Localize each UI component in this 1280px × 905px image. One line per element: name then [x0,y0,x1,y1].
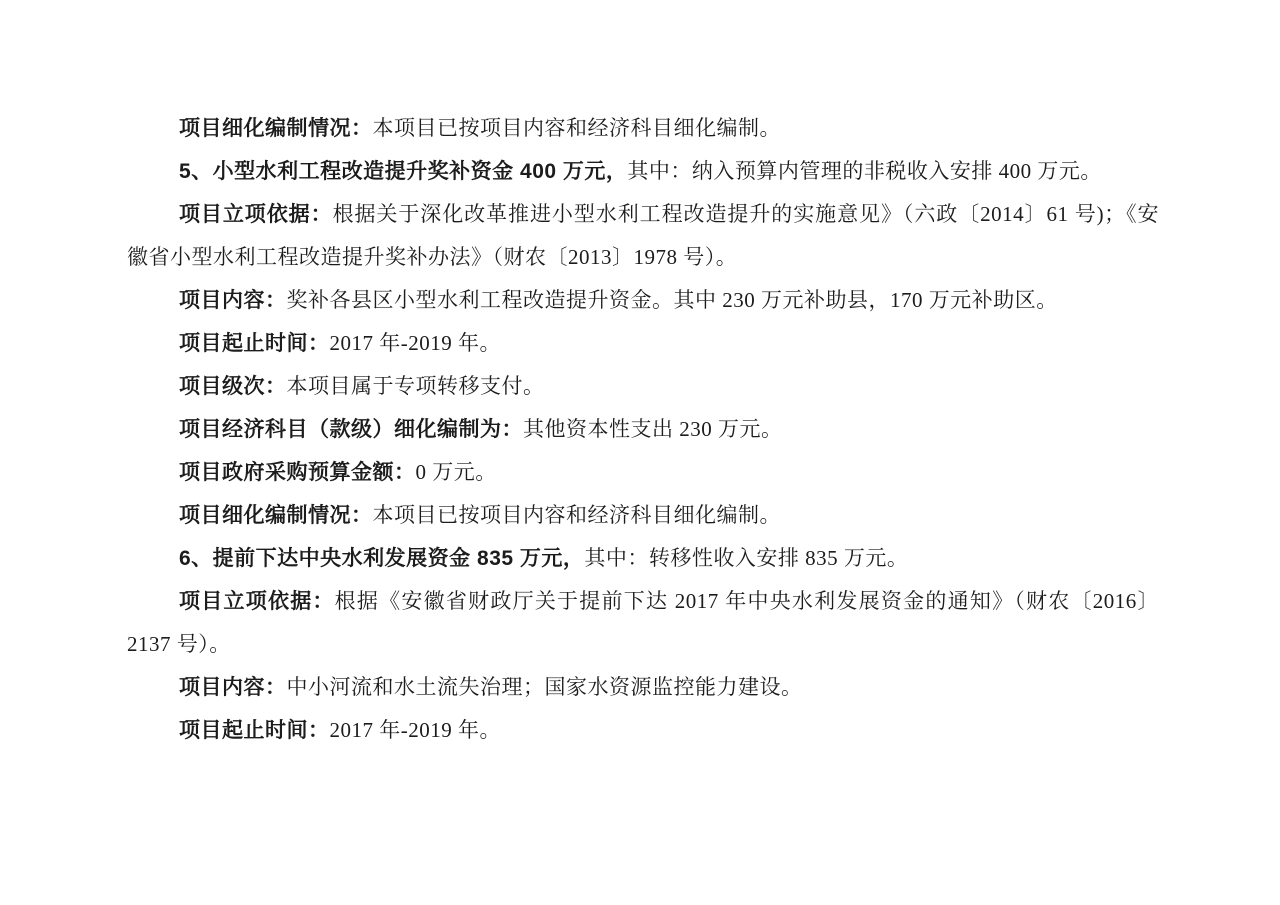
paragraph-project-level [127,365,1159,408]
paragraph-label: 项目起止时间： [179,719,330,742]
paragraph-project-period-1 [127,322,1159,365]
paragraph-label: 项目内容： [179,289,287,312]
paragraph-procurement-budget [127,451,1159,494]
paragraph-text: 其中：纳入预算内管理的非税收入安排 400 万元。 [627,159,1102,183]
paragraph-text: 本项目已按项目内容和经济科目细化编制。 [372,503,781,527]
paragraph-detail-status-1 [127,107,1159,150]
paragraph-item-5-heading [127,150,1159,193]
paragraph-label: 项目细化编制情况： [179,504,373,527]
paragraph-project-basis-2 [127,580,1159,666]
paragraph-text: 0 万元。 [415,460,497,484]
paragraph-text: 本项目已按项目内容和经济科目细化编制。 [372,116,781,140]
paragraph-text: 本项目属于专项转移支付。 [286,374,545,398]
paragraph-detail-status-2 [127,494,1159,537]
paragraph-item-6-heading [127,537,1159,580]
paragraph-label: 项目起止时间： [179,332,330,355]
paragraph-label: 5、小型水利工程改造提升奖补资金 400 万元， [179,160,628,183]
paragraph-text: 奖补各县区小型水利工程改造提升资金。其中 230 万元补助县，170 万元补助区。 [286,288,1058,312]
paragraph-text: 其中：转移性收入安排 835 万元。 [584,546,909,570]
paragraph-text: 中小河流和水土流失治理；国家水资源监控能力建设。 [286,675,803,699]
paragraph-text: 根据关于深化改革推进小型水利工程改造提升的实施意见》（六政〔2014〕61 号)；《安徽省小型水利工程改造提升奖补办法》（财农〔2013〕1978 号）。 [127,202,1160,269]
paragraph-label: 项目政府采购预算金额： [179,461,416,484]
paragraph-text: 其他资本性支出 230 万元。 [523,417,783,441]
paragraph-text: 2017 年-2019 年。 [329,331,501,355]
paragraph-label: 项目立项依据： [179,590,335,613]
paragraph-project-content-1 [127,279,1159,322]
paragraph-text: 根据《安徽省财政厅关于提前下达 2017 年中央水利发展资金的通知》（财农〔2016〕2137 号）。 [127,589,1160,656]
paragraph-label: 项目级次： [179,375,287,398]
paragraph-label: 项目立项依据： [179,203,333,226]
paragraph-text: 2017 年-2019 年。 [329,718,501,742]
paragraph-project-period-2 [127,709,1159,752]
paragraph-label: 项目细化编制情况： [179,117,373,140]
paragraph-project-basis-1 [127,193,1159,279]
paragraph-economic-subject [127,408,1159,451]
paragraph-label: 项目经济科目（款级）细化编制为： [179,418,523,441]
paragraph-label: 项目内容： [179,676,287,699]
paragraph-label: 6、提前下达中央水利发展资金 835 万元， [179,547,585,570]
paragraph-project-content-2 [127,666,1159,709]
